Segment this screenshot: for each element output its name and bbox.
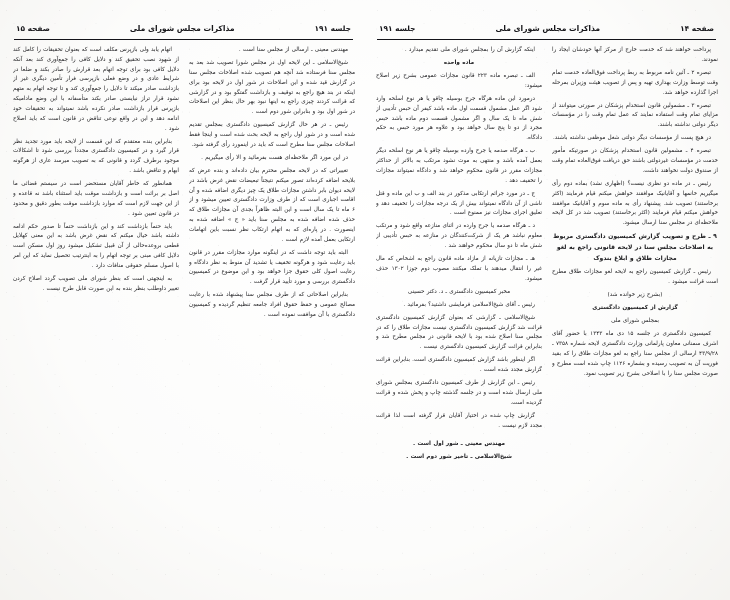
paragraph-report-body: کمیسیون دادگستری در جلسه ۱۵ دی ماه ۱۳۴۳ با حضور آقای اشرف سمنانی معاون پارلمانی وزارت دادگستری لایحه شماره ۷۳۵۸ ـ ۴۳/۹/۲۸ ارسالی از مجلس سنا راجع به لغو مجازات طلاق را که بقید فوریت آن به تصویب رسیده و بشماره ۱۱۲۶ چاپ شده است مطرح و صورت مجلس سنا را با اصلاحی بشرح زیر تصویب نمود. bbox=[552, 331, 718, 377]
paragraph-speaker-rais: رئیس ـ در هر حال گزارش کمیسیون دادگستری بمجلس تقدیم شده است و در شور اول راجع به لایحه بحث شده است و اینجا فقط اصلاحات مجلس سنا مطرح است که باید در اینمورد رأی گرفته شود. bbox=[189, 122, 355, 148]
columns-left bbox=[12, 46, 355, 592]
header-rule-left bbox=[14, 39, 353, 40]
paragraph: گزارش چاپ شده در اختیار آقایان قرار گرفته است لذا قرائت مجدد لازم نیست . bbox=[376, 412, 542, 429]
paragraph: اتهام یابد ولی بازپرس مکلف است که بعنوان تحقیقات را کامل کند از شهود نصب تحقیق کند و دلایل کافی را جمع‌آوری کند بعد آنکه دلایل کافی بود برای توجه اتهام بعد قرارش را صادر بکند و ضلعا در شرایط عادی و در وضع فعلی بازپرسی فرار تأمین دیگری غیر از بازداشت صادر میکند تا دلایل را جمع‌آوری کند و تا توجه اتهام به متهم نشود قرار تراز نیایستی صادر بکند متأسفانه با این وضع مادامیکه بازپرس قرار بازداشت صادر نکرده باشد نمیتواند به تحقیقات خود ادامه دهد و این در واقع نوعی تناقض در قانون است که باید اصلاح شود . bbox=[13, 47, 179, 132]
paragraph: پرداخت خواهند شد که خدمت خارج از مرکز آنها خودشان ایجاد را نمودند. bbox=[552, 47, 718, 63]
paragraph-tabsare-2: تبصره ۲ ـ آئین نامه مربوط به ربط پرداخت فوق‌العاده خدمت تمام وقت توسط وزارت بهداری تهیه و پس از تصویب هیئت وزیران بمرحله اجرا گذارده خواهد شد. bbox=[552, 69, 718, 96]
paragraph: به اینجهتی است که بنظر شورای ملی تصویب گردد اصلاح کردن تغییر داوطلب بنظر بنده به این صورت قابل طرح نیست . bbox=[13, 275, 179, 292]
paragraph: باید حتماً بازداشت کند و این بازداشت حتماً تا صدور حکم ادامه داشته باشد خیال میکنم که نقض غرض باشد به این معنی کهلایل قطعی بروعده‌حالی از آن قبیل تشکیل میشود روز اول مسکن است دلایل کافی مبنی بر توجه اتهام را به اینترتیب تحصیل نماید که این امر با اصول مسلم حقوقی منافات دارد . bbox=[13, 223, 179, 269]
report-addressee: بمجلس شورای ملی bbox=[611, 318, 659, 325]
paragraph-speaker-sheikholeslami: شیخ‌الاسلامی ـ گزارشی که بعنوان گزارش کمیسیون دادگستری قرائت شد گزارش کمیسیون دادگستری نیست مجازات طلاق را که در مجلس سنا اصلاح شده بود با لایحه قانونی در مجلس مطرح شد و بنابراین قرائت گزارش کمیسیون دادگستری نیست . bbox=[376, 314, 542, 351]
paragraph: البته باید توجه داشت که در اینگونه موارد مجازات مقرر در قانون باید رعایت شود و هرگونه تخفیف یا تشدید آن منوط به نظر دادگاه و رعایت اصول کلی حقوق جزا خواهد بود و این موضوع در کمیسیون دادگستری بررسی و مورد تأیید قرار گرفت . bbox=[189, 249, 355, 286]
clause-jim: ج ـ در مورد جرائم ارتکابی مذکور در بند الف و ب این ماده و قتل ناشی از آن دادگاه نمیتواند بیش از یک درجه مجازات را تخفیف دهد و تعلیق اجرای مجازات نیز ممنوع است . bbox=[376, 190, 542, 217]
session-number-right: جلسه ۱۹۱ bbox=[379, 24, 416, 33]
paragraph-speaker-rais: رئیس ـ آقای شیخ‌الاسلامی فرمایشی داشتید؟ بفرمائید . bbox=[403, 301, 535, 308]
header-rule-right bbox=[377, 39, 716, 40]
paragraph: اینکه گزارش آن را بمجلس شورای ملی تقدیم میدارد . bbox=[404, 47, 535, 53]
report-title: گزارش از کمیسیون دادگستری bbox=[592, 305, 678, 312]
paragraph-speaker-rais: رئیس ـ در ماده دو نظری نیست؟ (اظهاری نشد) بماده دوم رأی میگیریم خانمها و آقایانیک موافقند خواهش میکنم قیام فرمایند (اکثر برخاستند) تصویب شد. پیشنهاد رأی به ماده سوم و آقایانیک موافقند خواهش میکنم قیام فرمایند (اکثر برخاستند) تصویب شد در کل لایحه ملاحظه‌ای در مجلس سنا ارسال میشود. bbox=[552, 180, 718, 227]
page-number-right: صفحه ۱۴ bbox=[680, 24, 714, 33]
clause-dal: د ـ هرگاه صدمه یا جرح وارده در اثنای منازعه واقع شود و مرتکب معلوم نباشد هر یک از شرکت‌کنندگان در منازعه به حبس تأدیبی از شش ماه تا دو سال محکوم خواهند شد . bbox=[376, 223, 542, 250]
paragraph-tabsare-3: تبصره ۳ ـ مشمولین قانون استخدام پزشکان در صورتی میتوانند از مزایای تمام وقت استفاده نمایند که عمل تمام وقت را در مؤسسات دیگر دولتی نداشته باشند. bbox=[552, 102, 718, 129]
paragraph: اگر اینطور باشد گزارش کمیسیون دادگستری است. بنابراین قرائت گزارش مجدد شده است . bbox=[376, 357, 542, 374]
report-signature: مخبر کمیسیون دادگستری ـ د. دکتر حسینی bbox=[407, 288, 511, 295]
paragraph: در این مورد اگر ملاحظه‌ای هست بفرمائید و الا رأی میگیریم . bbox=[201, 154, 348, 161]
clause-he: هـ ـ مجازات تازیانه از مازاد ماده قانون راجع به اشخاص که مال غیر را انتقال میدهند با تملک میکنند مصوب دوم جوزا ۱۳۰۲ حذف میشود. bbox=[376, 256, 542, 282]
paragraph: در هیچ پست از مؤسسات دیگر دولتی شغل موظفی نداشته باشند. bbox=[552, 135, 711, 142]
page-right bbox=[365, 0, 730, 600]
session-number-left: جلسه ۱۹۱ bbox=[314, 24, 351, 33]
paragraph-speaker-rais: رئیس ـ گزارش کمیسیون راجع به لایحه لغو مجازات طلاق مطرح است قرائت میشود . bbox=[552, 269, 718, 286]
running-title-left: مذاکرات مجلس شورای ملی bbox=[129, 24, 235, 33]
section-heading-item-9: ۹ ـ طرح و تصویب گزارش کمیسیون دادگستری مربوط به اصلاحات مجلس سنا در لایحه قانونی راجع به لغو مجازات طلاق و ابلاغ بندوک bbox=[553, 233, 717, 263]
running-head-left bbox=[12, 24, 355, 38]
page-number-left: صفحه ۱۵ bbox=[16, 24, 50, 33]
heading-madde-vahede: ماده واحده bbox=[443, 60, 475, 67]
paragraph: همانطور که خاطر آقایان مستحضر است در سیستم قضائی ما اصل بر برائت است و بازداشت موقت باید استثناء باشد نه قاعده و از این جهت لازم است که موارد بازداشت موقت بطور دقیق و محدود در قانون تعیین شود . bbox=[13, 181, 179, 217]
paragraph: درمورد این ماده هرگاه جرح بوسیله چاقو یا هر نوع اسلحه وارد شود اگر عمل مشمول قسمت اول ماده باشد کیفر آن حبس تأدیبی از شش ماه تا یک سال و اگر مشمول قسمت دوم ماده باشد حبس مجرد از دو تا پنج سال خواهد بود و علاوه هر مورد حبس به حکم دادگاه. bbox=[376, 95, 542, 142]
column-mid-left bbox=[189, 46, 355, 592]
clause-be: ب ـ هرگاه صدمه یا جرح وارده بوسیله چاقو یا هر نوع اسلحه دیگر بعمل آمده باشد و منتهی به موت نشود مرتکب به بالاتر از حداکثر مجازات مقرر در قانون محکوم خواهد شد و دادگاه نمیتواند مجازات را تخفیف دهد . bbox=[376, 148, 542, 184]
running-head-right bbox=[375, 24, 718, 38]
paragraph-speaker-moeini: مهندس معینی ـ ارسالی از مجلس سنا است . bbox=[238, 47, 348, 53]
running-title-right: مذاکرات مجلس شورای ملی bbox=[495, 24, 601, 33]
columns-right bbox=[375, 46, 718, 592]
paragraph-tabsare-4: تبصره ۴ ـ مشمولین قانون استخدام پزشکان در صورتیکه مأمور خدمت در مؤسسات غیردولتی باشند حق دریافت فوق‌العاده تمام وقت از صندوق دولت نخواهند داشت. bbox=[552, 148, 718, 174]
speaker-line-moeini: مهندس معینی ـ شور اول است . bbox=[413, 440, 505, 447]
paragraph: تغییراتی که در لایحه مجلس محترم بیان داده‌اند و بنده عرض که بلایحه اضافه کرده‌اند تصور میکنم نتیجتاً تبعیضات نقض غرض باشد در لایحه دیوان بابر داشتن مجازات طلاق یک چیز دیگری اضافه شده و آن اقامت اجباری است که از طرف وزارت دادگستری تعیین میشود و از ۶ ماه تا یک سال است و این البته ظاهراً بجدی آن مجازات طلاق که حذف شده اضافه شده به مجلس سنا باید « ج » اضافه شده به اینصورت . در پاره‌ای که به اتهام ارتکاب نظر نسبت باین اتهامات ارتکابی بعمل آمده لازم است . bbox=[189, 167, 355, 243]
column-far-right bbox=[552, 46, 718, 592]
paragraph-speaker-sheikholeslami: شیخ‌الاسلامی ـ این لایحه اول در مجلس شورا تصویب شد بعد به مجلس سنا فرستاده شد آنچه هم تصویب شده اصلاحات مجلس سنا در گزارش قید شده و این اصلاحات در شور اول در لایحه بود برای اینکه در بند هیچ راجع به توقیف و بازداشت گفتگو بود و در گزارشی که قرائت کردند چیزی راجع به اینها نبود بهر حال بنظر این اصلاحات در شور اول بود و بنابراین شور دوم است . bbox=[189, 60, 355, 116]
clause-alef: الف ـ تبصره ماده ۲۲۳ قانون مجازات عمومی بشرح زیر اصلاح میشود: bbox=[376, 73, 542, 89]
paragraph: بنابراین اصلاحاتی که از طرف مجلس سنا پیشنهاد شده با رعایت مصالح عمومی و حفظ حقوق افراد جامعه تنظیم گردیده و کمیسیون دادگستری با آن موافقت نموده است . bbox=[189, 292, 355, 318]
column-far-left bbox=[13, 46, 179, 592]
column-mid-right bbox=[376, 46, 542, 592]
paragraph-speaker-rais: رئیس ـ این گزارش از طرف کمیسیون دادگستری بمجلس شورای ملی ارسال شده است و در جلسه گذشته چاپ و پخش شده و قرائت گردیده است. bbox=[376, 380, 542, 406]
stage-direction: (بشرح زیر خوانده شد) bbox=[607, 292, 663, 299]
paragraph: بنابراین بنده معتقدم که این قسمت از لایحه باید مورد تجدید نظر قرار گیرد و در کمیسیون دادگستری مجدداً بررسی شود تا اشکالات موجود برطرف گردد و قانونی که به تصویب میرسد عاری از هرگونه ابهام و تناقض باشد . bbox=[13, 138, 179, 175]
speaker-line-sheikholeslami: شیخ‌الاسلامی ـ تاخیر شور دوم است . bbox=[406, 453, 512, 460]
